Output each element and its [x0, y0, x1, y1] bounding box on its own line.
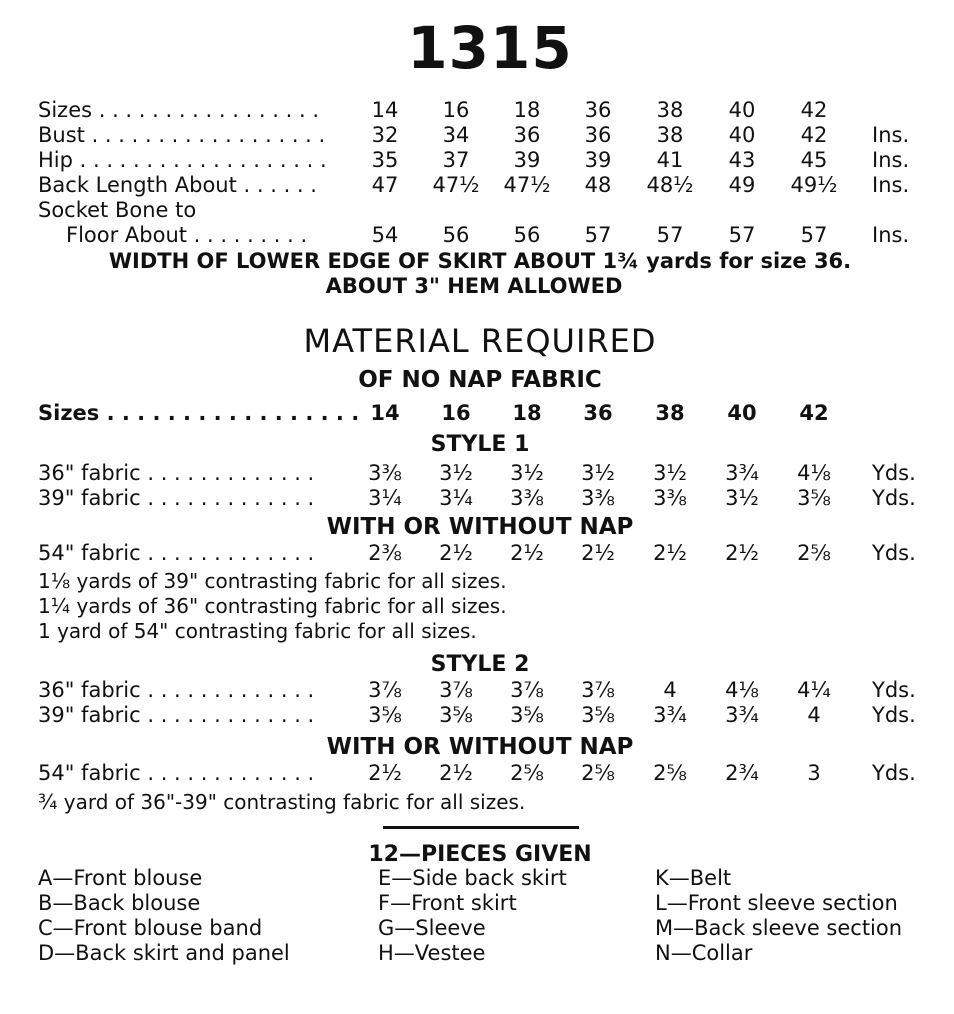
fabric-row	[0, 677, 954, 703]
style1-note: 1⅛ yards of 39" contrasting fabric for all sizes.	[38, 569, 507, 593]
row-unit: Ins.	[872, 173, 910, 197]
row-value: 2⅜	[368, 541, 402, 565]
material-title: MATERIAL REQUIRED	[303, 322, 657, 360]
measurement-row	[0, 147, 954, 173]
piece-item: E—Side back skirt	[378, 866, 567, 890]
style1-note: 1¼ yards of 36" contrasting fabric for all sizes.	[38, 594, 507, 618]
row-value: 35	[371, 148, 399, 172]
row-label: Floor About . . . . . . . . .	[66, 223, 308, 247]
row-unit: Yds.	[872, 761, 916, 785]
row-value: 16	[442, 98, 470, 122]
row-value: 18	[513, 98, 541, 122]
row-value: 3⅜	[581, 486, 615, 510]
row-label: Sizes . . . . . . . . . . . . . . . . .	[38, 98, 320, 122]
style1-note: 1 yard of 54" contrasting fabric for all sizes.	[38, 619, 477, 643]
row-unit: Yds.	[872, 678, 916, 702]
row-unit: Ins.	[872, 123, 910, 147]
row-value: 40	[727, 401, 757, 425]
skirt-width-note: WIDTH OF LOWER EDGE OF SKIRT ABOUT 1¾ yards for size 36.	[108, 249, 852, 273]
row-value: 3⅜	[653, 486, 687, 510]
row-value: 47½	[432, 173, 480, 197]
row-value: 2⅝	[581, 761, 615, 785]
row-value: 54	[371, 223, 399, 247]
row-value: 48½	[646, 173, 694, 197]
row-value: 3⅝	[510, 703, 544, 727]
measurement-row	[0, 222, 954, 248]
row-value: 14	[370, 401, 400, 425]
piece-item: N—Collar	[655, 941, 753, 965]
row-value: 3½	[510, 461, 544, 485]
row-value: 3⅞	[368, 678, 402, 702]
row-value: 47½	[503, 173, 551, 197]
row-value: 3½	[653, 461, 687, 485]
row-value: 57	[728, 223, 756, 247]
row-value: 2½	[725, 541, 759, 565]
row-value: 3¾	[725, 461, 759, 485]
row-value: 36	[584, 98, 612, 122]
row-value: 3½	[581, 461, 615, 485]
row-unit: Ins.	[872, 223, 910, 247]
row-value: 45	[800, 148, 828, 172]
fabric-row	[0, 485, 954, 511]
row-value: 3¼	[439, 486, 473, 510]
piece-item: A—Front blouse	[38, 866, 203, 890]
row-value: 2⅝	[510, 761, 544, 785]
row-value: 57	[584, 223, 612, 247]
measurement-row	[0, 122, 954, 148]
row-value: 3⅜	[510, 486, 544, 510]
row-value: 56	[513, 223, 541, 247]
row-value: 42	[800, 98, 828, 122]
style1-heading: STYLE 1	[430, 432, 530, 457]
row-value: 4⅛	[725, 678, 759, 702]
row-value: 38	[655, 401, 685, 425]
row-value: 3⅞	[439, 678, 473, 702]
piece-item: L—Front sleeve section	[655, 891, 898, 915]
row-value: 3⅞	[581, 678, 615, 702]
row-value: 16	[441, 401, 471, 425]
row-value: 47	[371, 173, 399, 197]
row-value: 4	[663, 678, 677, 702]
piece-item: H—Vestee	[378, 941, 486, 965]
row-value: 40	[728, 123, 756, 147]
row-label: 39" fabric . . . . . . . . . . . . .	[38, 703, 315, 727]
row-value: 42	[800, 123, 828, 147]
row-value: 2½	[439, 761, 473, 785]
fabric-row	[0, 702, 954, 728]
row-value: 2½	[581, 541, 615, 565]
piece-item: G—Sleeve	[378, 916, 486, 940]
row-value: 3	[807, 761, 821, 785]
row-value: 38	[656, 98, 684, 122]
row-value: 2½	[368, 761, 402, 785]
piece-item: K—Belt	[655, 866, 732, 890]
hem-note: ABOUT 3" HEM ALLOWED	[325, 274, 623, 298]
row-label: Bust . . . . . . . . . . . . . . . . . .	[38, 123, 326, 147]
piece-item: M—Back sleeve section	[655, 916, 903, 940]
row-value: 57	[656, 223, 684, 247]
row-value: 3½	[725, 486, 759, 510]
row-value: 2½	[653, 541, 687, 565]
piece-item: B—Back blouse	[38, 891, 201, 915]
row-value: 36	[513, 123, 541, 147]
fabric-row	[0, 760, 954, 786]
style2-nap-heading: WITH OR WITHOUT NAP	[326, 734, 634, 760]
row-value: 2⅝	[797, 541, 831, 565]
row-value: 36	[584, 123, 612, 147]
piece-item: F—Front skirt	[378, 891, 517, 915]
row-value: 3⅝	[439, 703, 473, 727]
row-value: 3⅝	[797, 486, 831, 510]
row-label: 36" fabric . . . . . . . . . . . . .	[38, 461, 315, 485]
row-value: 49	[728, 173, 756, 197]
row-value: 56	[442, 223, 470, 247]
measurement-row	[0, 172, 954, 198]
row-value: 18	[512, 401, 542, 425]
row-unit: Yds.	[872, 703, 916, 727]
row-value: 39	[513, 148, 541, 172]
row-value: 39	[584, 148, 612, 172]
row-value: 2½	[439, 541, 473, 565]
measurement-row	[0, 97, 954, 123]
row-value: 43	[728, 148, 756, 172]
pattern-number: 1315	[407, 14, 573, 82]
row-value: 2¾	[725, 761, 759, 785]
row-unit: Yds.	[872, 541, 916, 565]
row-label: 54" fabric . . . . . . . . . . . . .	[38, 761, 315, 785]
row-value: 14	[371, 98, 399, 122]
pieces-heading: 12—PIECES GIVEN	[368, 842, 592, 867]
row-value: 4¼	[797, 678, 831, 702]
row-unit: Ins.	[872, 148, 910, 172]
piece-item: D—Back skirt and panel	[38, 941, 290, 965]
row-value: 2½	[510, 541, 544, 565]
row-value: 3⅝	[368, 703, 402, 727]
row-value: 49½	[790, 173, 838, 197]
row-value: 37	[442, 148, 470, 172]
style2-heading: STYLE 2	[430, 652, 530, 677]
row-value: 3½	[439, 461, 473, 485]
divider	[383, 826, 579, 829]
row-value: 3⅞	[510, 678, 544, 702]
fabric-row	[0, 540, 954, 566]
row-value: 3¾	[725, 703, 759, 727]
row-label: Hip . . . . . . . . . . . . . . . . . . .	[38, 148, 327, 172]
row-value: 3¼	[368, 486, 402, 510]
row-value: 3¾	[653, 703, 687, 727]
row-label: 36" fabric . . . . . . . . . . . . .	[38, 678, 315, 702]
row-value: 57	[800, 223, 828, 247]
row-label: Sizes . . . . . . . . . . . . . . . . .	[38, 401, 360, 425]
row-value: 2⅝	[653, 761, 687, 785]
row-value: 42	[799, 401, 829, 425]
piece-item: C—Front blouse band	[38, 916, 263, 940]
row-value: 32	[371, 123, 399, 147]
row-unit: Yds.	[872, 486, 916, 510]
row-value: 4⅛	[797, 461, 831, 485]
row-label: 39" fabric . . . . . . . . . . . . .	[38, 486, 315, 510]
row-value: 40	[728, 98, 756, 122]
sizes-row	[0, 400, 954, 426]
material-subtitle: OF NO NAP FABRIC	[358, 367, 602, 393]
row-label: Back Length About . . . . . .	[38, 173, 317, 197]
row-value: 48	[584, 173, 612, 197]
style2-note: ¾ yard of 36"-39" contrasting fabric for all sizes.	[38, 790, 526, 814]
fabric-row	[0, 460, 954, 486]
row-value: 38	[656, 123, 684, 147]
row-value: 34	[442, 123, 470, 147]
row-label: 54" fabric . . . . . . . . . . . . .	[38, 541, 315, 565]
row-value: 41	[656, 148, 684, 172]
row-value: 4	[807, 703, 821, 727]
style1-nap-heading: WITH OR WITHOUT NAP	[326, 514, 634, 540]
row-value: 3⅝	[581, 703, 615, 727]
socket-bone-label: Socket Bone to	[38, 198, 197, 222]
row-value: 3⅜	[368, 461, 402, 485]
row-unit: Yds.	[872, 461, 916, 485]
row-value: 36	[583, 401, 613, 425]
